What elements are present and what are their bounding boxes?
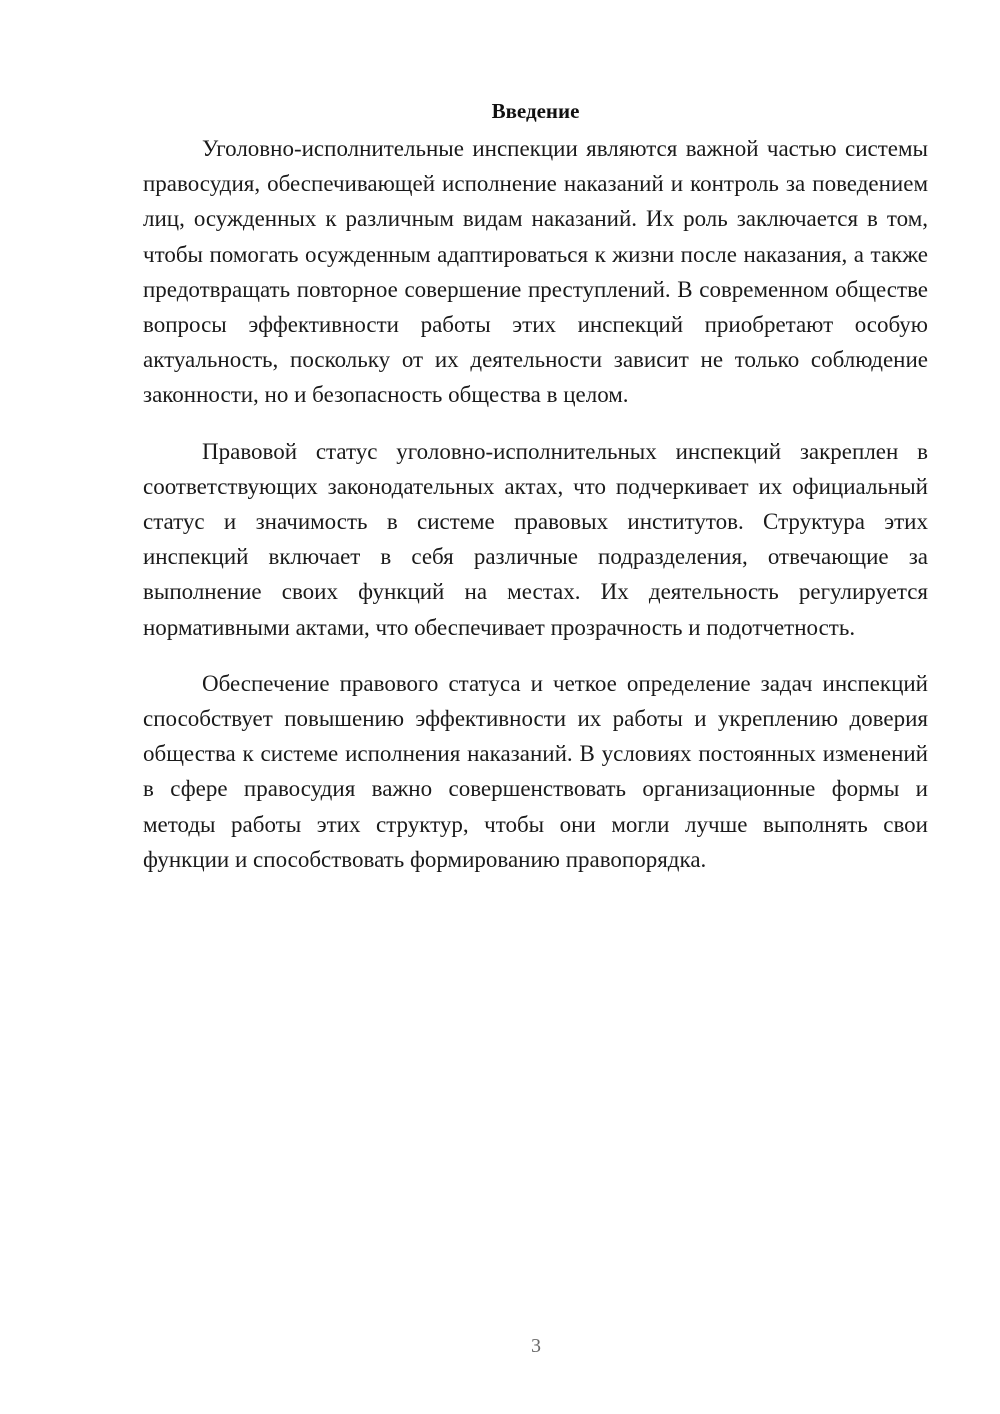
paragraph-1: Уголовно-исполнительные инспекции являются важной частью системы правосудия, обеспечивающей исполнение наказаний и контроль за поведением лиц, осужденных к различным видам наказаний. Их роль заключается в том, чтобы помогать осужденным адаптироваться к жизни после наказания, а также предотвращать повторное совершение преступлений. В современном обществе вопросы эффективности работы этих инспекций приобретают особую актуальность, поскольку от их деятельности зависит не только соблюдение законности, но и безопасность общества в целом. bbox=[143, 136, 928, 408]
paragraph-2: Правовой статус уголовно-исполнительных инспекций закреплен в соответствующих законодательных актах, что подчеркивает их официальный статус и значимость в системе правовых институтов. Структура этих инспекций включает в себя различные подразделения, отвечающие за выполнение своих функций на местах. Их деятельность регулируется нормативными актами, что обеспечивает прозрачность и подотчетность. bbox=[143, 438, 928, 640]
paragraph-3: Обеспечение правового статуса и четкое определение задач инспекций способствует повышению эффективности их работы и укреплению доверия общества к системе исполнения наказаний. В условиях постоянных изменений в сфере правосудия важно совершенствовать организационные формы и методы работы этих структур, чтобы они могли лучше выполнять свои функции и способствовать формированию правопорядка. bbox=[143, 670, 928, 872]
page-number: 3 bbox=[531, 1335, 541, 1357]
section-heading: Введение bbox=[491, 99, 580, 123]
page-content bbox=[143, 96, 928, 898]
